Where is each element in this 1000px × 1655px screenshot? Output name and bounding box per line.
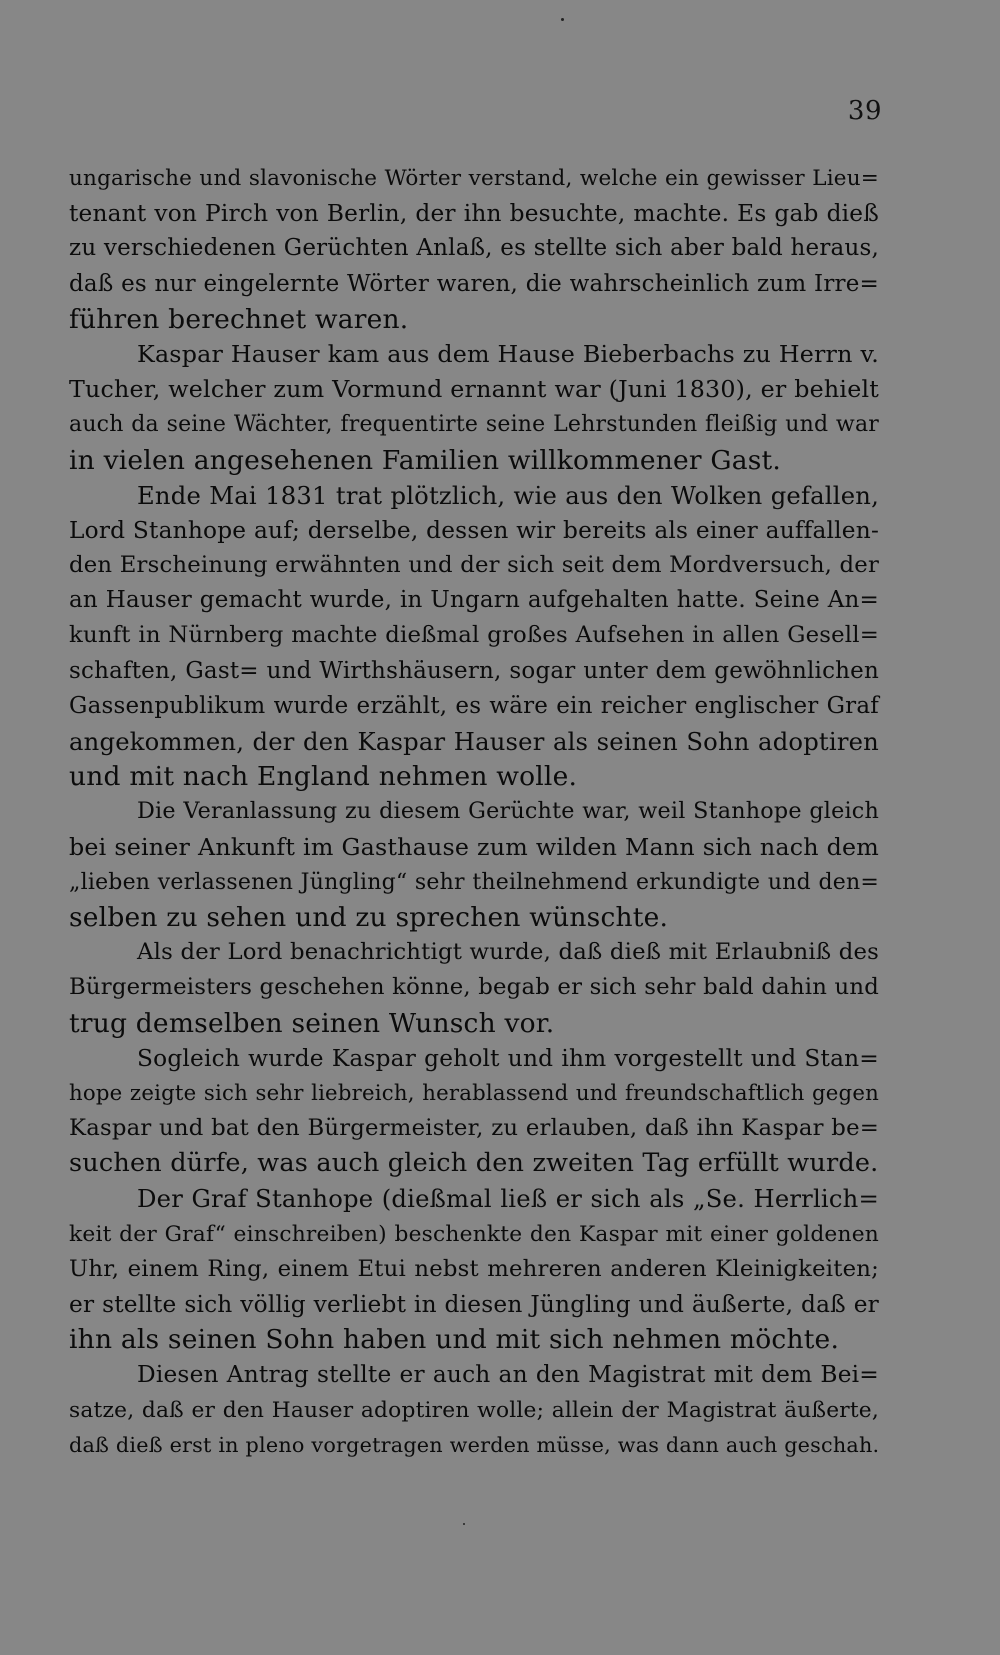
text-line: Kaspar Hauser kam aus dem Hause Bieberbachs zu Herrn v. bbox=[137, 339, 879, 368]
text-line: satze, daß er den Hauser adoptiren wolle; allein der Magistrat äußerte, bbox=[69, 1397, 879, 1423]
text-line: schaften, Gast= und Wirthshäusern, sogar unter dem gewöhnlichen bbox=[69, 657, 879, 684]
text-line: angekommen, der den Kaspar Hauser als seinen Sohn adoptiren bbox=[69, 727, 879, 756]
text-line: daß dieß erst in pleno vorgetragen werden müsse, was dann auch geschah. bbox=[69, 1432, 880, 1457]
text-line: und mit nach England nehmen wolle. bbox=[69, 761, 578, 793]
text-line: Die Veranlassung zu diesem Gerüchte war, weil Stanhope gleich bbox=[137, 798, 879, 825]
text-line: ungarische und slavonische Wörter verstand, welche ein gewisser Lieu= bbox=[69, 166, 879, 191]
text-line: trug demselben seinen Wunsch vor. bbox=[69, 1007, 555, 1039]
text-line: Sogleich wurde Kaspar geholt und ihm vorgestellt und Stan= bbox=[137, 1044, 879, 1072]
text-line: tenant von Pirch von Berlin, der ihn besuchte, machte. Es gab dieß bbox=[69, 200, 879, 228]
page-number: 39 bbox=[847, 96, 882, 126]
text-line: ihn als seinen Sohn haben und mit sich nehmen möchte. bbox=[69, 1324, 840, 1356]
text-line: er stellte sich völlig verliebt in diesen Jüngling und äußerte, daß er bbox=[69, 1291, 879, 1318]
text-line: bei seiner Ankunft im Gasthause zum wilden Mann sich nach dem bbox=[69, 832, 879, 861]
text-line: Als der Lord benachrichtigt wurde, daß dieß mit Erlaubniß des bbox=[137, 939, 879, 966]
text-line: Kaspar und bat den Bürgermeister, zu erlauben, daß ihn Kaspar be= bbox=[69, 1115, 879, 1142]
text-line: an Hauser gemacht wurde, in Ungarn aufgehalten hatte. Seine An= bbox=[69, 587, 879, 614]
text-line: Tucher, welcher zum Vormund ernannt war (Juni 1830), er behielt bbox=[69, 375, 879, 404]
text-line: in vielen angesehenen Familien willkommener Gast. bbox=[69, 444, 781, 476]
text-line: suchen dürfe, was auch gleich den zweiten Tag erfüllt wurde. bbox=[69, 1148, 879, 1179]
text-line: kunft in Nürnberg machte dießmal großes Aufsehen in allen Gesell= bbox=[69, 622, 879, 649]
text-line: Lord Stanhope auf; derselbe, dessen wir bereits als einer auffallen- bbox=[69, 516, 879, 544]
paper-speck bbox=[561, 18, 564, 21]
paper-speck bbox=[463, 1523, 465, 1525]
text-line: zu verschiedenen Gerüchten Anlaß, es stellte sich aber bald heraus, bbox=[69, 235, 879, 262]
text-line: den Erscheinung erwähnten und der sich seit dem Mordversuch, der bbox=[69, 552, 880, 579]
text-line: Bürgermeisters geschehen könne, begab er sich sehr bald dahin und bbox=[69, 974, 879, 1001]
text-line: führen berechnet waren. bbox=[69, 303, 409, 335]
text-line: keit der Graf“ einschreiben) beschenkte den Kaspar mit einer goldenen bbox=[69, 1221, 879, 1247]
text-line: „lieben verlassenen Jüngling“ sehr theilnehmend erkundigte und den= bbox=[69, 869, 879, 895]
text-line: selben zu sehen und zu sprechen wünschte. bbox=[69, 901, 669, 933]
text-line: hope zeigte sich sehr liebreich, herablassend und freundschaftlich gegen bbox=[69, 1080, 879, 1106]
text-line: daß es nur eingelernte Wörter waren, die wahrscheinlich zum Irre= bbox=[69, 270, 879, 297]
text-line: auch da seine Wächter, frequentirte seine Lehrstunden fleißig und war bbox=[69, 412, 879, 438]
text-line: Der Graf Stanhope (dießmal ließ er sich als „Se. Herrlich= bbox=[137, 1184, 879, 1214]
body-text bbox=[69, 161, 879, 1463]
text-line: Ende Mai 1831 trat plötzlich, wie aus den Wolken gefallen, bbox=[137, 480, 879, 510]
text-line: Uhr, einem Ring, einem Etui nebst mehreren anderen Kleinigkeiten; bbox=[69, 1255, 879, 1282]
text-line: Diesen Antrag stellte er auch an den Magistrat mit dem Bei= bbox=[137, 1361, 879, 1389]
text-line: Gassenpublikum wurde erzählt, es wäre ein reicher englischer Graf bbox=[69, 692, 879, 719]
